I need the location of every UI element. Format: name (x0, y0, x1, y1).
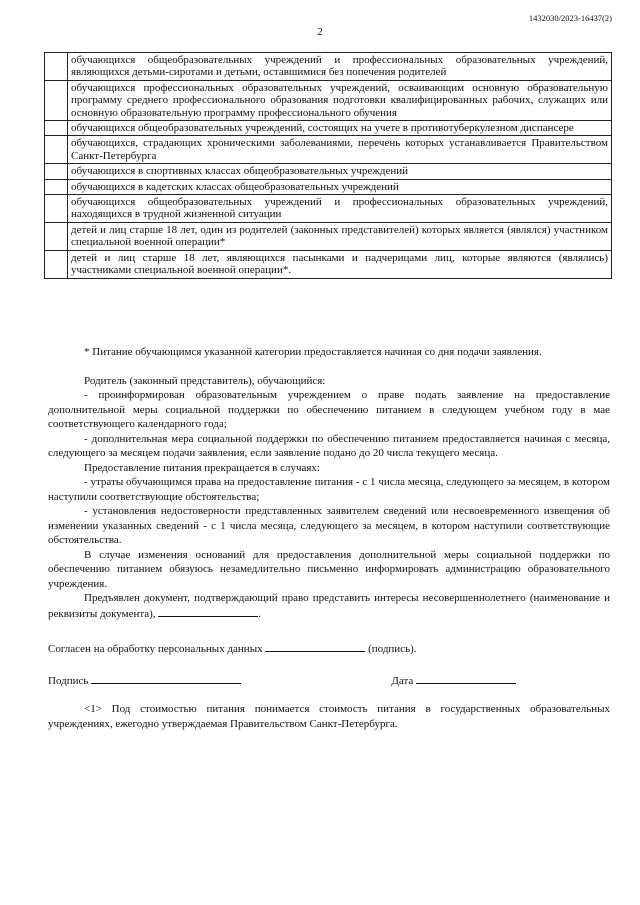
document-field[interactable] (158, 606, 258, 617)
stop-clause-2: - установления недостоверности представленных заявителем сведений или несвоевременного извещения об изменении указанных сведений - с 1 числа месяца, следующего за месяцем, в котором наступили соответствующие обстоятельства. (48, 505, 610, 546)
stop-clause-1: - утраты обучающимся права на предоставление питания - с 1 числа месяца, следующего за месяцем, в котором наступили соответствующие обстоятельства; (48, 476, 610, 503)
checkbox-cell[interactable] (45, 250, 68, 278)
document-clause (48, 591, 610, 621)
category-text: обучающихся общеобразовательных учреждений и профессиональных образовательных учреждений, являющихся детьми-сиротами и детьми, оставшимися без попечения родителей (68, 53, 612, 81)
start-rule-clause: - дополнительная мера социальной поддержки по обеспечению питанием предоставляется начиная с месяца, следующего за месяцем подачи заявления, если заявление подано до 20 числа текущего месяца. (48, 432, 610, 459)
checkbox-cell[interactable] (45, 136, 68, 164)
category-text: обучающихся в спортивных классах общеобразовательных учреждений (68, 164, 612, 179)
checkbox-cell[interactable] (45, 121, 68, 136)
consent-signature-field[interactable] (265, 641, 365, 652)
signature-field[interactable] (91, 673, 241, 684)
category-text: обучающихся общеобразовательных учреждений, состоящих на учете в противотуберкулезном диспансере (68, 121, 612, 136)
date-label: Дата (391, 674, 414, 687)
signature-label: Подпись (48, 674, 89, 687)
table-row (45, 136, 612, 164)
consent-text: Согласен на обработку персональных данных (48, 643, 263, 655)
document-id: 1432030/2023-16437(2) (528, 13, 612, 23)
signature-row (48, 673, 516, 689)
document-end: . (258, 607, 262, 620)
table-row (45, 80, 612, 120)
consent-line (48, 641, 610, 657)
consent-suffix: (подпись). (368, 643, 417, 655)
categories-table (44, 52, 612, 279)
date-block (391, 673, 516, 689)
stop-intro: Предоставление питания прекращается в случаях: (84, 461, 320, 474)
checkbox-cell[interactable] (45, 53, 68, 81)
category-text: обучающихся общеобразовательных учреждений и профессиональных образовательных учреждений, находящихся в трудной жизненной ситуации (68, 195, 612, 223)
category-text: обучающихся в кадетских классах общеобразовательных учреждений (68, 179, 612, 194)
checkbox-cell[interactable] (45, 164, 68, 179)
checkbox-cell[interactable] (45, 179, 68, 194)
table-row (45, 222, 612, 250)
category-text: обучающихся, страдающих хроническими заболеваниями, перечень которых устанавливается Правительством Санкт-Петербурга (68, 136, 612, 164)
informed-clause: - проинформирован образовательным учреждением о праве подать заявление на предоставление дополнительной меры социальной поддержки по обеспечению питанием в следующем учебном году в мае соответствующего календарного года; (48, 389, 610, 430)
table-row (45, 179, 612, 194)
footnote-1: <1> Под стоимостью питания понимается стоимость питания в государственных образовательных учреждениях, ежегодно утверждаемая Правительством Санкт-Петербурга. (48, 703, 610, 730)
checkbox-cell[interactable] (45, 222, 68, 250)
category-text: детей и лиц старше 18 лет, один из родителей (законных представителей) которых является (являлся) участником специальной военной операции* (68, 222, 612, 250)
table-row (45, 250, 612, 278)
table-row (45, 164, 612, 179)
date-field[interactable] (416, 673, 516, 684)
footnote-star: * Питание обучающимся указанной категории предоставляется начиная со дня подачи заявления. (84, 346, 542, 358)
obligation-clause: В случае изменения оснований для предоставления дополнительной меры социальной поддержки по обеспечению питанием обязуюсь незамедлительно письменно информировать администрацию образовательного учреждения. (48, 548, 610, 590)
document-body (48, 345, 610, 731)
category-text: детей и лиц старше 18 лет, являющихся пасынками и падчерицами лиц, которые являются (являлись) участниками специальной военной операции*. (68, 250, 612, 278)
table-row (45, 195, 612, 223)
checkbox-cell[interactable] (45, 80, 68, 120)
table-row (45, 121, 612, 136)
checkbox-cell[interactable] (45, 195, 68, 223)
document-text: Предъявлен документ, подтверждающий право представить интересы несовершеннолетнего (наименование и реквизиты документа), (48, 592, 610, 620)
table-row (45, 53, 612, 81)
category-text: обучающихся профессиональных образовательных учреждений, осваивающим основную образовательную программу среднего профессионального образования подготовки квалифицированных рабочих, служащих или основную образовательную программу профессионального обучения (68, 80, 612, 120)
page-number: 2 (317, 26, 323, 38)
parent-intro: Родитель (законный представитель), обучающийся: (84, 374, 326, 387)
signature-block (48, 673, 241, 689)
